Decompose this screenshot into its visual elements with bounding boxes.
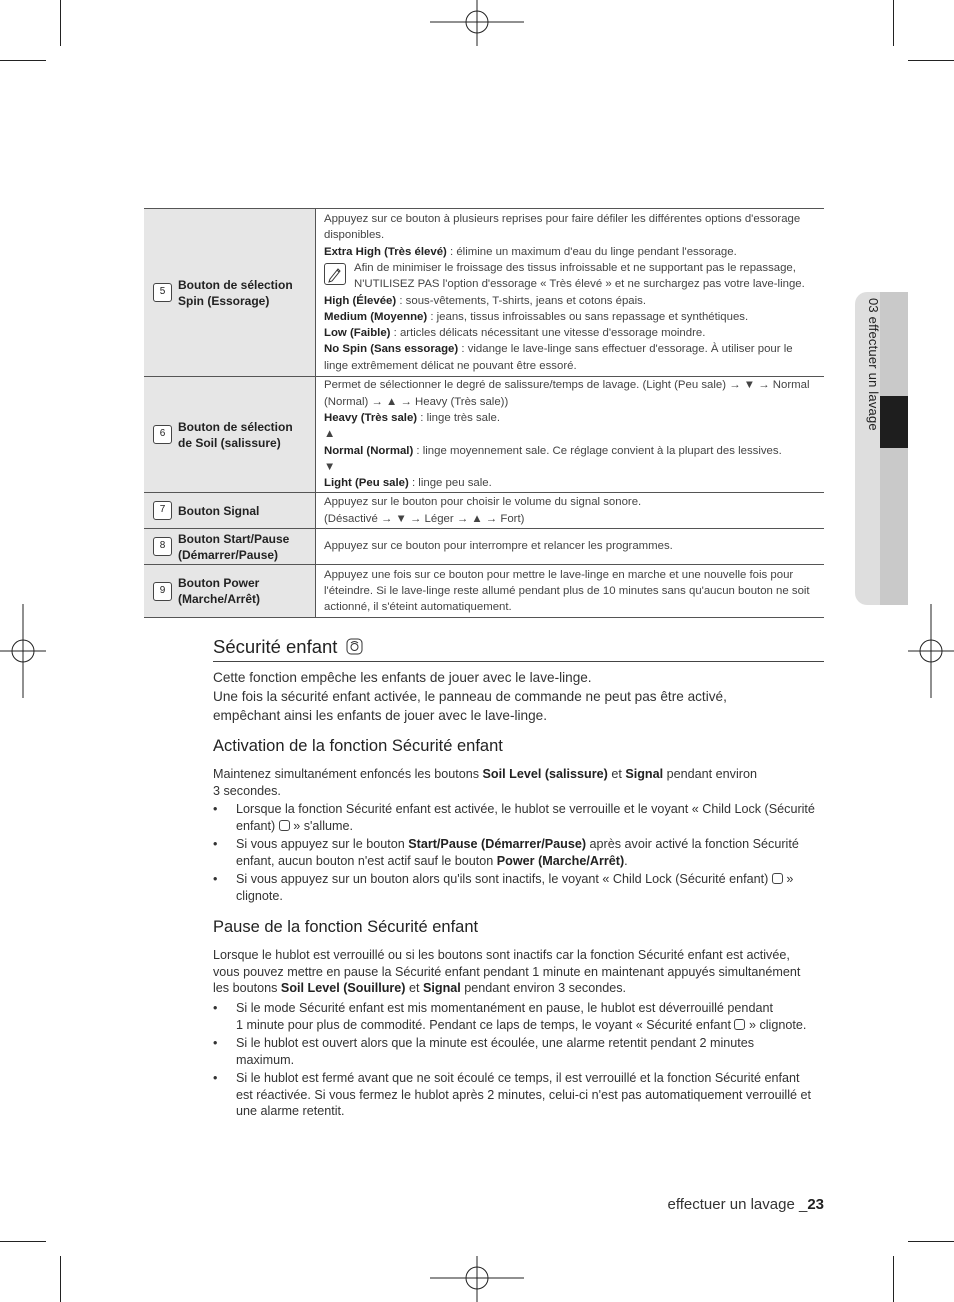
description-line <box>324 227 818 243</box>
text: après avoir activé la fonction Sécurité <box>586 837 799 851</box>
row-label <box>178 531 289 563</box>
description-text: Appuyez sur le bouton pour choisir le volume du signal sonore. <box>324 496 642 509</box>
intro-line: Une fois la sécurité enfant activée, le panneau de commande ne peut pas être activé, <box>213 689 727 704</box>
text: pendant environ <box>663 767 757 781</box>
row-description-cell <box>316 529 825 565</box>
page-footer <box>667 1196 824 1213</box>
intro-line: empêchant ainsi les enfants de jouer avec le lave-linge. <box>213 708 548 723</box>
description-line <box>324 426 818 442</box>
row-label-line: Bouton Signal <box>178 503 260 518</box>
description-text: Appuyez sur ce bouton à plusieurs reprises pour faire défiler les différentes options d'essorage <box>324 213 801 226</box>
pause-paragraph <box>213 947 825 997</box>
text: et <box>607 767 626 781</box>
intro-line: Cette fonction empêche les enfants de jouer avec le lave-linge. <box>213 670 592 685</box>
crop-mark <box>893 0 894 46</box>
child-lock-icon <box>279 820 290 831</box>
row-label-cell <box>144 493 316 529</box>
registration-mark-right <box>908 604 954 698</box>
description-text: : linge très sale. <box>417 412 501 425</box>
text: les boutons <box>213 981 281 995</box>
row-number-badge: 9 <box>153 582 172 601</box>
registration-mark-left <box>0 604 46 698</box>
text-bold: Soil Level (Souillure) <box>280 981 406 995</box>
description-line <box>324 325 818 341</box>
bullet-item <box>213 1070 825 1120</box>
text: est réactivée. Si vous fermez le hublot après 2 minutes, celui-ci n'est pas automatiquement verrouillé et <box>236 1087 812 1102</box>
description-text: : jeans, tissus infroissables ou sans repassage et synthétiques. <box>427 310 749 323</box>
description-line <box>324 211 818 227</box>
row-description-cell <box>316 493 825 529</box>
description-text: : linge peu sale. <box>408 477 492 490</box>
row-label-line: Bouton de sélection <box>178 277 293 292</box>
crop-mark <box>908 1241 954 1242</box>
description-line <box>324 377 818 393</box>
page-number: 23 <box>807 1196 824 1213</box>
row-label-line: (Démarrer/Pause) <box>178 547 279 562</box>
row-description-cell <box>316 565 825 618</box>
description-line <box>324 599 818 615</box>
description-text: (Désactivé → ▼ → Léger → ▲ → Fort) <box>324 512 525 525</box>
crop-mark <box>893 1256 894 1302</box>
text: Si le hublot est fermé avant que ne soit écoulé ce temps, il est verrouillé et la fonction Sécurité enfant <box>236 1071 800 1085</box>
option-name: No Spin (Sans essorage) <box>324 343 459 356</box>
option-name: Medium (Moyenne) <box>324 310 428 323</box>
bullet-item <box>213 801 825 834</box>
text: Si vous appuyez sur un bouton alors qu'ils sont inactifs, le voyant « Child Lock (Sécurité enfant) <box>236 872 772 886</box>
bullet-icon: • <box>213 802 218 816</box>
row-label-line: Spin (Essorage) <box>178 293 270 308</box>
row-label <box>178 277 293 309</box>
row-description-cell <box>316 377 825 493</box>
text: » clignote. <box>745 1017 807 1032</box>
text: 3 secondes. <box>213 783 281 798</box>
text: Si le hublot est ouvert alors que la minute est écoulée, une alarme retentit pendant 2 minutes <box>236 1036 755 1050</box>
intro-paragraph <box>213 668 825 725</box>
description-line <box>324 538 818 554</box>
text: enfant, aucun bouton n'est actif sauf le bouton <box>236 853 497 868</box>
description-line <box>324 475 818 491</box>
description-text: Permet de sélectionner le degré de salissure/temps de lavage. (Light (Peu sale) → ▼ → Normal <box>324 379 810 392</box>
row-label <box>178 575 260 607</box>
row-number-badge: 8 <box>153 537 172 556</box>
description-text: actionné, il s'éteint automatiquement. <box>324 601 512 614</box>
text: » <box>782 872 794 886</box>
description-text: (Normal) → ▲ → Heavy (Très sale)) <box>324 395 509 408</box>
text: Si le mode Sécurité enfant est mis momentanément en pause, le hublot est déverrouillé pendant <box>236 1001 773 1015</box>
description-line <box>324 494 818 510</box>
bullet-icon: • <box>213 1001 218 1015</box>
description-line <box>324 567 818 583</box>
option-name: Extra High (Très élevé) <box>324 245 447 258</box>
bullet-icon: • <box>213 837 218 851</box>
registration-mark-bottom <box>430 1256 524 1302</box>
activation-paragraph <box>213 766 825 799</box>
child-lock-icon <box>772 873 783 884</box>
registration-mark-top <box>430 0 524 46</box>
row-label-line: (Marche/Arrêt) <box>178 592 261 606</box>
child-lock-icon <box>346 638 363 655</box>
section-title <box>213 636 363 658</box>
description-line <box>324 459 818 475</box>
description-line <box>324 244 818 260</box>
description-line <box>324 443 818 459</box>
description-line <box>324 583 818 599</box>
description-text: Appuyez une fois sur ce bouton pour mettre le lave-linge en marche et une nouvelle fois pour <box>324 568 794 581</box>
description-line <box>324 293 818 309</box>
text: » s'allume. <box>289 818 354 833</box>
table-row <box>144 529 824 565</box>
bullet-icon: • <box>213 1036 218 1050</box>
bullet-icon: • <box>213 1071 218 1085</box>
text: Si vous appuyez sur le bouton <box>236 837 409 851</box>
option-name: Low (Faible) <box>324 327 391 340</box>
note-block <box>324 260 818 293</box>
description-text: : sous-vêtements, T-shirts, jeans et cotons épais. <box>396 294 647 307</box>
note-line: Afin de minimiser le froissage des tissus infroissable et ne supportant pas le repassage, <box>354 261 796 274</box>
row-label-line: Bouton Power <box>178 576 260 590</box>
row-label-cell <box>144 565 316 618</box>
table-row <box>144 209 824 377</box>
crop-mark <box>0 1241 46 1242</box>
description-line <box>324 309 818 325</box>
row-label-line: Bouton de sélection <box>178 419 293 434</box>
bullet-icon: • <box>213 872 218 886</box>
row-label-line: de Soil (salissure) <box>178 435 281 450</box>
button-description-table <box>144 208 824 618</box>
description-text: : articles délicats nécessitant une vitesse d'essorage moindre. <box>390 327 706 340</box>
row-label-cell <box>144 209 316 377</box>
description-text: : élimine un maximum d'eau du linge pendant l'essorage. <box>446 245 737 258</box>
crop-mark <box>0 60 46 61</box>
text-bold: Power (Marche/Arrêt) <box>496 853 625 868</box>
crop-mark <box>60 0 61 46</box>
table-row <box>144 493 824 529</box>
chapter-tab-strip <box>880 292 908 605</box>
description-text: : vidange le lave-linge sans effectuer d'essorage. À utiliser pour le <box>458 343 793 356</box>
text: maximum. <box>236 1052 295 1067</box>
bullet-item <box>213 871 825 904</box>
note-pencil-icon <box>324 263 346 285</box>
table-row <box>144 377 824 493</box>
description-text: linge extrêmement délicat ne pouvant être essoré. <box>324 359 577 372</box>
description-text: : linge moyennement sale. Ce réglage convient à la plupart des lessives. <box>413 444 782 457</box>
description-text: Appuyez sur ce bouton pour interrompre et relancer les programmes. <box>324 540 673 553</box>
text-bold: Signal <box>625 767 664 781</box>
text: Lorsque le hublot est verrouillé ou si les boutons sont inactifs car la fonction Sécurité enfant est activée, <box>213 948 790 962</box>
row-label-cell <box>144 529 316 565</box>
row-label <box>178 419 293 451</box>
activation-heading: Activation de la fonction Sécurité enfant <box>213 737 503 755</box>
section-rule <box>213 661 824 662</box>
description-text: ▼ <box>324 460 336 473</box>
row-number-badge: 6 <box>153 425 172 444</box>
row-description-cell <box>316 209 825 377</box>
section-title-text: Sécurité enfant <box>213 636 338 657</box>
text: pendant environ 3 secondes. <box>460 981 627 995</box>
text: Lorsque la fonction Sécurité enfant est activée, le hublot se verrouille et le voyant « Child Lock (Sécurité <box>236 802 815 816</box>
description-line <box>324 394 818 410</box>
option-name: Normal (Normal) <box>324 444 414 457</box>
pause-heading: Pause de la fonction Sécurité enfant <box>213 918 479 936</box>
description-text: disponibles. <box>324 229 385 242</box>
description-line <box>324 358 818 374</box>
text-bold: Start/Pause (Démarrer/Pause) <box>408 837 587 851</box>
text: enfant) <box>236 818 279 833</box>
child-lock-icon <box>734 1019 745 1030</box>
chapter-tab-marker <box>880 396 908 448</box>
bullet-item <box>213 836 825 869</box>
description-line <box>324 341 818 357</box>
description-line <box>324 511 818 527</box>
row-number-badge: 7 <box>153 501 172 520</box>
table-row <box>144 565 824 618</box>
option-name: Light (Peu sale) <box>324 477 409 490</box>
note-line: N'UTILISEZ PAS l'option d'essorage « Très élevé » et ne surchargez pas votre lave-linge. <box>354 278 805 291</box>
footer-text: effectuer un lavage _ <box>667 1196 808 1213</box>
row-label <box>178 503 259 519</box>
description-text: l'éteindre. Si le lave-linge reste allumé pendant plus de 10 minutes sans qu'aucun bouton ne soit <box>324 584 810 597</box>
option-name: Heavy (Très sale) <box>324 412 418 425</box>
chapter-tab-label: 03 effectuer un lavage <box>866 298 881 431</box>
description-text: ▲ <box>324 428 336 441</box>
text-bold: Signal <box>423 981 461 995</box>
text: vous pouvez mettre en pause la Sécurité enfant pendant 1 minute en maintenant appuyés simultanément <box>213 964 801 979</box>
text: clignote. <box>236 888 283 903</box>
text-bold: Soil Level (salissure) <box>482 767 608 781</box>
text: Maintenez simultanément enfoncés les boutons <box>213 767 483 781</box>
row-label-cell <box>144 377 316 493</box>
crop-mark <box>908 60 954 61</box>
text: 1 minute pour plus de commodité. Pendant ce laps de temps, le voyant « Sécurité enfant <box>236 1017 735 1032</box>
bullet-item <box>213 1000 825 1033</box>
text: et <box>405 981 423 995</box>
description-line <box>324 410 818 426</box>
text: . <box>624 853 628 868</box>
crop-mark <box>60 1256 61 1302</box>
text: une alarme retentit. <box>236 1104 345 1118</box>
row-number-badge: 5 <box>153 283 172 302</box>
row-label-line: Bouton Start/Pause <box>178 531 290 546</box>
bullet-item <box>213 1035 825 1068</box>
option-name: High (Élevée) <box>324 294 397 307</box>
